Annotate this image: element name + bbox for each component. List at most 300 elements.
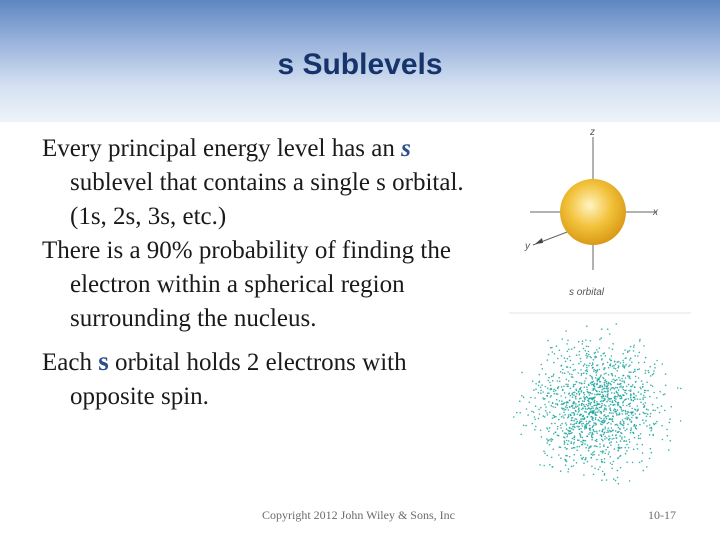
cloud-dot bbox=[581, 421, 583, 423]
cloud-dot bbox=[573, 384, 575, 386]
cloud-dot bbox=[582, 418, 584, 420]
cloud-dot bbox=[587, 371, 589, 373]
copyright-text: Copyright 2012 John Wiley & Sons, Inc bbox=[262, 508, 455, 522]
cloud-dot bbox=[578, 341, 580, 343]
cloud-dot bbox=[539, 413, 541, 415]
cloud-dot bbox=[623, 423, 625, 425]
cloud-dot bbox=[619, 435, 621, 437]
cloud-dot bbox=[606, 383, 608, 385]
cloud-dot bbox=[563, 409, 565, 411]
cloud-dot bbox=[552, 402, 554, 404]
cloud-dot bbox=[587, 436, 589, 438]
cloud-dot bbox=[616, 441, 618, 443]
cloud-dot bbox=[623, 410, 625, 412]
cloud-dot bbox=[555, 390, 557, 392]
cloud-dot bbox=[563, 417, 565, 419]
cloud-dot bbox=[629, 405, 631, 407]
cloud-dot bbox=[623, 427, 625, 429]
cloud-dot bbox=[622, 402, 624, 404]
cloud-dot bbox=[608, 435, 610, 437]
cloud-dot bbox=[638, 377, 640, 379]
cloud-dot bbox=[601, 389, 603, 391]
cloud-dot bbox=[584, 394, 586, 396]
cloud-dot bbox=[608, 347, 610, 349]
cloud-dot bbox=[656, 360, 658, 362]
cloud-dot bbox=[646, 382, 648, 384]
cloud-dot bbox=[596, 459, 598, 461]
cloud-dot bbox=[626, 413, 628, 415]
cloud-dot bbox=[599, 339, 601, 341]
cloud-dot bbox=[634, 370, 636, 372]
cloud-dot bbox=[571, 420, 573, 422]
cloud-dot bbox=[600, 418, 602, 420]
cloud-dot bbox=[562, 389, 564, 391]
cloud-dot bbox=[566, 407, 568, 409]
cloud-dot bbox=[553, 415, 555, 417]
paragraph-electrons bbox=[42, 344, 472, 414]
cloud-dot bbox=[565, 397, 567, 399]
cloud-dot bbox=[596, 390, 598, 392]
cloud-dot bbox=[562, 338, 564, 340]
cloud-dot bbox=[639, 413, 641, 415]
cloud-dot bbox=[591, 439, 593, 441]
cloud-dot bbox=[576, 449, 578, 451]
cloud-dot bbox=[581, 409, 583, 411]
cloud-dot bbox=[611, 468, 613, 470]
cloud-dot bbox=[551, 440, 553, 442]
cloud-dot bbox=[609, 401, 611, 403]
cloud-dot bbox=[561, 416, 563, 418]
cloud-dot bbox=[597, 394, 599, 396]
cloud-dot bbox=[583, 423, 585, 425]
cloud-dot bbox=[607, 362, 609, 364]
cloud-dot bbox=[604, 422, 606, 424]
cloud-dot bbox=[625, 390, 627, 392]
cloud-dot bbox=[630, 399, 632, 401]
cloud-dot bbox=[586, 325, 588, 327]
p3-post: orbital holds 2 electrons with opposite spin. bbox=[70, 349, 407, 410]
cloud-dot bbox=[604, 458, 606, 460]
cloud-dot bbox=[592, 433, 594, 435]
cloud-dot bbox=[557, 404, 559, 406]
cloud-dot bbox=[584, 459, 586, 461]
cloud-dot bbox=[598, 387, 600, 389]
cloud-dot bbox=[627, 375, 629, 377]
cloud-dot bbox=[654, 363, 656, 365]
cloud-dot bbox=[571, 412, 573, 414]
cloud-dot bbox=[563, 436, 565, 438]
cloud-dot bbox=[564, 414, 566, 416]
cloud-dot bbox=[597, 404, 599, 406]
cloud-dot bbox=[568, 433, 570, 435]
cloud-dot bbox=[632, 411, 634, 413]
cloud-dot bbox=[545, 373, 547, 375]
cloud-dot bbox=[626, 450, 628, 452]
cloud-dot bbox=[584, 383, 586, 385]
cloud-dot bbox=[625, 398, 627, 400]
cloud-dot bbox=[639, 339, 641, 341]
cloud-dot bbox=[594, 396, 596, 398]
cloud-dot bbox=[604, 428, 606, 430]
cloud-dot bbox=[615, 375, 617, 377]
cloud-dot bbox=[635, 381, 637, 383]
cloud-dot bbox=[600, 423, 602, 425]
cloud-dot bbox=[567, 358, 569, 360]
cloud-dot bbox=[641, 380, 643, 382]
cloud-dot bbox=[617, 394, 619, 396]
cloud-dot bbox=[644, 397, 646, 399]
cloud-dot bbox=[618, 365, 620, 367]
cloud-dot bbox=[614, 398, 616, 400]
cloud-dot bbox=[547, 388, 549, 390]
cloud-dot bbox=[540, 392, 542, 394]
cloud-dot bbox=[560, 427, 562, 429]
cloud-dot bbox=[595, 419, 597, 421]
cloud-dot bbox=[543, 465, 545, 467]
cloud-dot bbox=[595, 370, 597, 372]
cloud-dot bbox=[593, 369, 595, 371]
cloud-dot bbox=[552, 375, 554, 377]
cloud-dot bbox=[604, 453, 606, 455]
cloud-dot bbox=[610, 423, 612, 425]
cloud-dot bbox=[650, 413, 652, 415]
cloud-dot bbox=[586, 346, 588, 348]
cloud-dot bbox=[555, 432, 557, 434]
cloud-dot bbox=[607, 384, 609, 386]
cloud-dot bbox=[580, 358, 582, 360]
cloud-dot bbox=[585, 457, 587, 459]
cloud-dot bbox=[564, 440, 566, 442]
cloud-dot bbox=[616, 392, 618, 394]
cloud-dot bbox=[562, 369, 564, 371]
cloud-dot bbox=[573, 420, 575, 422]
cloud-dot bbox=[642, 452, 644, 454]
cloud-dot bbox=[593, 388, 595, 390]
cloud-dot bbox=[585, 378, 587, 380]
cloud-dot bbox=[618, 389, 620, 391]
cloud-dot bbox=[591, 397, 593, 399]
cloud-dot bbox=[630, 357, 632, 359]
cloud-dot bbox=[596, 431, 598, 433]
cloud-dot bbox=[575, 418, 577, 420]
cloud-dot bbox=[519, 400, 521, 402]
cloud-dot bbox=[608, 405, 610, 407]
cloud-dot bbox=[587, 397, 589, 399]
cloud-dot bbox=[637, 405, 639, 407]
cloud-dot bbox=[593, 422, 595, 424]
cloud-dot bbox=[611, 381, 613, 383]
cloud-dot bbox=[616, 379, 618, 381]
cloud-dot bbox=[629, 376, 631, 378]
cloud-dot bbox=[587, 416, 589, 418]
cloud-dot bbox=[638, 438, 640, 440]
cloud-dot bbox=[573, 370, 575, 372]
cloud-dot bbox=[553, 362, 555, 364]
cloud-dot bbox=[569, 356, 571, 358]
cloud-dot bbox=[599, 411, 601, 413]
cloud-dot bbox=[624, 392, 626, 394]
cloud-dot bbox=[595, 424, 597, 426]
cloud-dot bbox=[580, 428, 582, 430]
cloud-dot bbox=[583, 392, 585, 394]
cloud-dot bbox=[596, 401, 598, 403]
cloud-dot bbox=[638, 435, 640, 437]
cloud-dot bbox=[629, 441, 631, 443]
cloud-dot bbox=[599, 407, 601, 409]
axis-x-label: x bbox=[653, 207, 658, 218]
cloud-dot bbox=[535, 426, 537, 428]
orbital-caption: s orbital bbox=[569, 287, 605, 298]
cloud-dot bbox=[623, 421, 625, 423]
cloud-dot bbox=[650, 384, 652, 386]
cloud-dot bbox=[596, 370, 598, 372]
cloud-dot bbox=[564, 392, 566, 394]
cloud-dot bbox=[604, 373, 606, 375]
cloud-dot bbox=[619, 428, 621, 430]
cloud-dot bbox=[617, 387, 619, 389]
cloud-dot bbox=[599, 466, 601, 468]
cloud-dot bbox=[576, 419, 578, 421]
cloud-dot bbox=[619, 447, 621, 449]
cloud-dot bbox=[563, 386, 565, 388]
cloud-dot bbox=[583, 365, 585, 367]
cloud-dot bbox=[656, 421, 658, 423]
cloud-dot bbox=[630, 429, 632, 431]
cloud-dot bbox=[573, 442, 575, 444]
cloud-dot bbox=[597, 408, 599, 410]
cloud-dot bbox=[583, 418, 585, 420]
p3-s-letter: s bbox=[98, 346, 109, 376]
cloud-dot bbox=[560, 447, 562, 449]
cloud-dot bbox=[602, 385, 604, 387]
cloud-dot bbox=[555, 407, 557, 409]
cloud-dot bbox=[574, 413, 576, 415]
cloud-dot bbox=[626, 417, 628, 419]
cloud-dot bbox=[593, 370, 595, 372]
cloud-dot bbox=[576, 426, 578, 428]
cloud-dot bbox=[590, 340, 592, 342]
cloud-dot bbox=[599, 385, 601, 387]
cloud-dot bbox=[625, 377, 627, 379]
cloud-dot bbox=[617, 396, 619, 398]
cloud-dot bbox=[575, 396, 577, 398]
cloud-dot bbox=[593, 454, 595, 456]
cloud-dot bbox=[671, 406, 673, 408]
cloud-dot bbox=[552, 380, 554, 382]
cloud-dot bbox=[617, 470, 619, 472]
cloud-dot bbox=[680, 388, 682, 390]
cloud-dot bbox=[625, 410, 627, 412]
cloud-dot bbox=[551, 376, 553, 378]
cloud-dot bbox=[579, 446, 581, 448]
cloud-dot bbox=[547, 440, 549, 442]
cloud-dot bbox=[540, 390, 542, 392]
cloud-dot bbox=[594, 386, 596, 388]
cloud-dot bbox=[613, 478, 615, 480]
cloud-dot bbox=[519, 412, 521, 414]
cloud-dot bbox=[643, 395, 645, 397]
cloud-dot bbox=[602, 461, 604, 463]
cloud-dot bbox=[613, 367, 615, 369]
cloud-dot bbox=[653, 373, 655, 375]
cloud-dot bbox=[617, 383, 619, 385]
cloud-dot bbox=[602, 392, 604, 394]
cloud-dot bbox=[538, 418, 540, 420]
cloud-dot bbox=[647, 390, 649, 392]
cloud-dot bbox=[617, 367, 619, 369]
cloud-dot bbox=[613, 382, 615, 384]
cloud-dot bbox=[592, 399, 594, 401]
cloud-dot bbox=[597, 351, 599, 353]
cloud-dot bbox=[558, 377, 560, 379]
cloud-dot bbox=[584, 428, 586, 430]
cloud-dot bbox=[619, 406, 621, 408]
cloud-dot bbox=[643, 345, 645, 347]
cloud-dot bbox=[581, 458, 583, 460]
cloud-dot bbox=[589, 375, 591, 377]
cloud-dot bbox=[624, 430, 626, 432]
cloud-dot bbox=[550, 347, 552, 349]
cloud-dot bbox=[581, 373, 583, 375]
cloud-dot bbox=[588, 413, 590, 415]
cloud-dot bbox=[609, 442, 611, 444]
cloud-dot bbox=[645, 402, 647, 404]
cloud-dot bbox=[552, 406, 554, 408]
cloud-dot bbox=[553, 433, 555, 435]
cloud-dot bbox=[583, 457, 585, 459]
cloud-dot bbox=[543, 450, 545, 452]
cloud-dot bbox=[677, 387, 679, 389]
cloud-dot bbox=[590, 421, 592, 423]
cloud-dot bbox=[539, 464, 541, 466]
cloud-dot bbox=[634, 386, 636, 388]
cloud-dot bbox=[637, 448, 639, 450]
cloud-dot bbox=[618, 427, 620, 429]
cloud-dot bbox=[553, 391, 555, 393]
cloud-dot bbox=[566, 461, 568, 463]
cloud-dot bbox=[589, 356, 591, 358]
cloud-dot bbox=[583, 474, 585, 476]
cloud-dot bbox=[613, 410, 615, 412]
cloud-dot bbox=[596, 374, 598, 376]
cloud-dot bbox=[591, 408, 593, 410]
cloud-dot bbox=[616, 413, 618, 415]
cloud-dot bbox=[625, 453, 627, 455]
cloud-dot bbox=[618, 483, 620, 485]
cloud-dot bbox=[645, 413, 647, 415]
cloud-dot bbox=[620, 421, 622, 423]
cloud-dot bbox=[612, 415, 614, 417]
cloud-dot bbox=[614, 448, 616, 450]
cloud-dot bbox=[564, 357, 566, 359]
cloud-dot bbox=[637, 398, 639, 400]
cloud-dot bbox=[656, 397, 658, 399]
cloud-dot bbox=[583, 348, 585, 350]
cloud-dot bbox=[609, 333, 611, 335]
cloud-dot bbox=[615, 409, 617, 411]
cloud-dot bbox=[631, 408, 633, 410]
cloud-dot bbox=[631, 427, 633, 429]
cloud-dot bbox=[587, 423, 589, 425]
cloud-dot bbox=[598, 469, 600, 471]
cloud-dot bbox=[589, 432, 591, 434]
cloud-dot bbox=[565, 455, 567, 457]
cloud-dot bbox=[617, 361, 619, 363]
cloud-dot bbox=[651, 428, 653, 430]
cloud-dot bbox=[594, 383, 596, 385]
cloud-dot bbox=[633, 346, 635, 348]
cloud-dot bbox=[573, 394, 575, 396]
cloud-dot bbox=[561, 423, 563, 425]
cloud-dot bbox=[607, 328, 609, 330]
cloud-dot bbox=[551, 466, 553, 468]
cloud-dot bbox=[560, 457, 562, 459]
cloud-dot bbox=[561, 386, 563, 388]
cloud-dot bbox=[592, 407, 594, 409]
cloud-dot bbox=[610, 384, 612, 386]
cloud-dot bbox=[601, 439, 603, 441]
cloud-dot bbox=[544, 416, 546, 418]
cloud-dot bbox=[586, 357, 588, 359]
cloud-dot bbox=[633, 394, 635, 396]
cloud-dot bbox=[645, 372, 647, 374]
cloud-dot bbox=[587, 355, 589, 357]
cloud-dot bbox=[610, 412, 612, 414]
cloud-dot bbox=[589, 394, 591, 396]
cloud-dot bbox=[609, 418, 611, 420]
cloud-dot bbox=[607, 415, 609, 417]
cloud-dot bbox=[645, 357, 647, 359]
cloud-dot bbox=[578, 401, 580, 403]
cloud-dot bbox=[649, 434, 651, 436]
cloud-dot bbox=[556, 393, 558, 395]
cloud-dot bbox=[614, 404, 616, 406]
cloud-dot bbox=[664, 410, 666, 412]
cloud-dot bbox=[619, 412, 621, 414]
cloud-dot bbox=[603, 444, 605, 446]
cloud-dot bbox=[610, 410, 612, 412]
cloud-dot bbox=[541, 364, 543, 366]
cloud-dot bbox=[637, 409, 639, 411]
cloud-dot bbox=[607, 430, 609, 432]
cloud-dot bbox=[624, 436, 626, 438]
cloud-dot bbox=[645, 420, 647, 422]
cloud-dot bbox=[573, 392, 575, 394]
cloud-dot bbox=[606, 409, 608, 411]
cloud-dot bbox=[643, 403, 645, 405]
cloud-dot bbox=[573, 465, 575, 467]
cloud-dot bbox=[573, 443, 575, 445]
cloud-dot bbox=[594, 400, 596, 402]
cloud-dot bbox=[578, 390, 580, 392]
cloud-dot bbox=[651, 452, 653, 454]
cloud-dot bbox=[549, 464, 551, 466]
cloud-dot bbox=[661, 425, 663, 427]
cloud-dot bbox=[600, 337, 602, 339]
cloud-dot bbox=[574, 423, 576, 425]
cloud-dot bbox=[588, 365, 590, 367]
cloud-dot bbox=[593, 430, 595, 432]
cloud-dot bbox=[612, 400, 614, 402]
cloud-dot bbox=[602, 429, 604, 431]
cloud-dot bbox=[618, 450, 620, 452]
cloud-dot bbox=[534, 397, 536, 399]
cloud-dot bbox=[600, 374, 602, 376]
cloud-dot bbox=[591, 406, 593, 408]
cloud-dot bbox=[600, 434, 602, 436]
cloud-dot bbox=[546, 412, 548, 414]
cloud-dot bbox=[645, 370, 647, 372]
